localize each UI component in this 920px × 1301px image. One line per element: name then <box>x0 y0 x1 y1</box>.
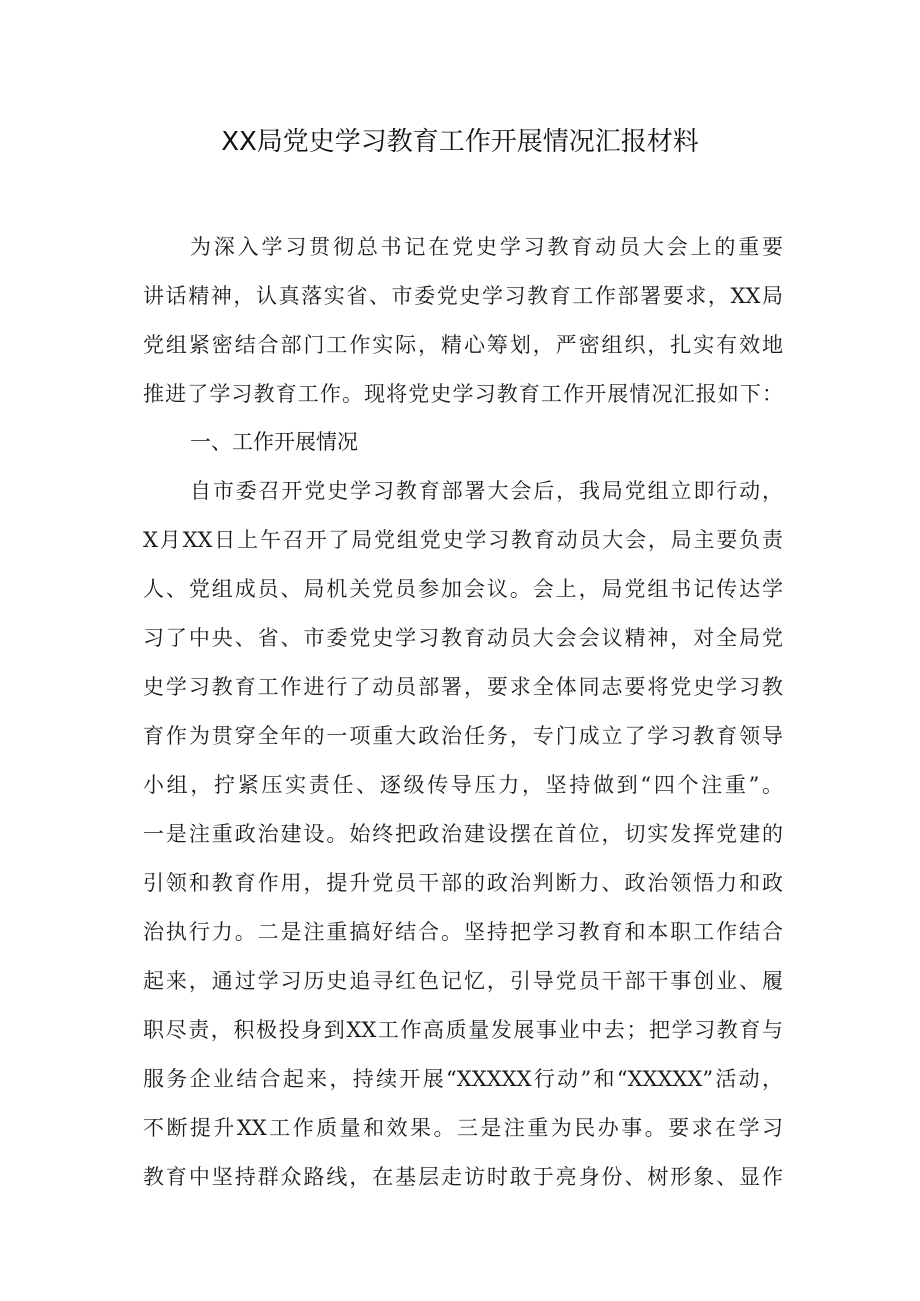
body-line: 治执行力。二是注重搞好结合。坚持把学习教育和本职工作结合 <box>143 920 783 944</box>
body-line: 教育中坚持群众路线，在基层走访时敢于亮身份、树形象、显作 <box>143 1165 783 1189</box>
section-heading: 一、工作开展情况 <box>190 430 358 454</box>
body-line: 一是注重政治建设。始终把政治建设摆在首位，切实发挥党建的 <box>143 822 783 846</box>
body-line: 起来，通过学习历史追寻红色记忆，引导党员干部干事创业、履 <box>143 969 783 993</box>
body-line: 小组，拧紧压实责任、逐级传导压力，坚持做到“四个注重”。 <box>143 773 783 797</box>
intro-line: 推进了学习教育工作。现将党史学习教育工作开展情况汇报如下： <box>143 382 783 406</box>
body-line: 史学习教育工作进行了动员部署，要求全体同志要将党史学习教 <box>143 675 783 699</box>
body-line: 育作为贯穿全年的一项重大政治任务，专门成立了学习教育领导 <box>143 724 783 748</box>
body-line: 习了中央、省、市委党史学习教育动员大会会议精神，对全局党 <box>143 626 783 650</box>
body-line: 职尽责，积极投身到XX工作高质量发展事业中去；把学习教育与 <box>143 1018 783 1042</box>
body-line: X月XX日上午召开了局党组党史学习教育动员大会，局主要负责 <box>143 528 783 552</box>
intro-line: 为深入学习贯彻总书记在党史学习教育动员大会上的重要 <box>190 235 783 259</box>
intro-line: 讲话精神，认真落实省、市委党史学习教育工作部署要求，XX局 <box>143 284 783 308</box>
body-line: 服务企业结合起来，持续开展“XXXXX行动”和“XXXXX”活动， <box>143 1067 783 1091</box>
body-line: 自市委召开党史学习教育部署大会后，我局党组立即行动， <box>190 479 783 503</box>
body-line: 不断提升XX工作质量和效果。三是注重为民办事。要求在学习 <box>143 1116 783 1140</box>
document-title: XX局党史学习教育工作开展情况汇报材料 <box>221 127 699 157</box>
body-line: 引领和教育作用，提升党员干部的政治判断力、政治领悟力和政 <box>143 871 783 895</box>
intro-line: 党组紧密结合部门工作实际，精心筹划，严密组织，扎实有效地 <box>143 333 783 357</box>
body-line: 人、党组成员、局机关党员参加会议。会上，局党组书记传达学 <box>143 577 783 601</box>
